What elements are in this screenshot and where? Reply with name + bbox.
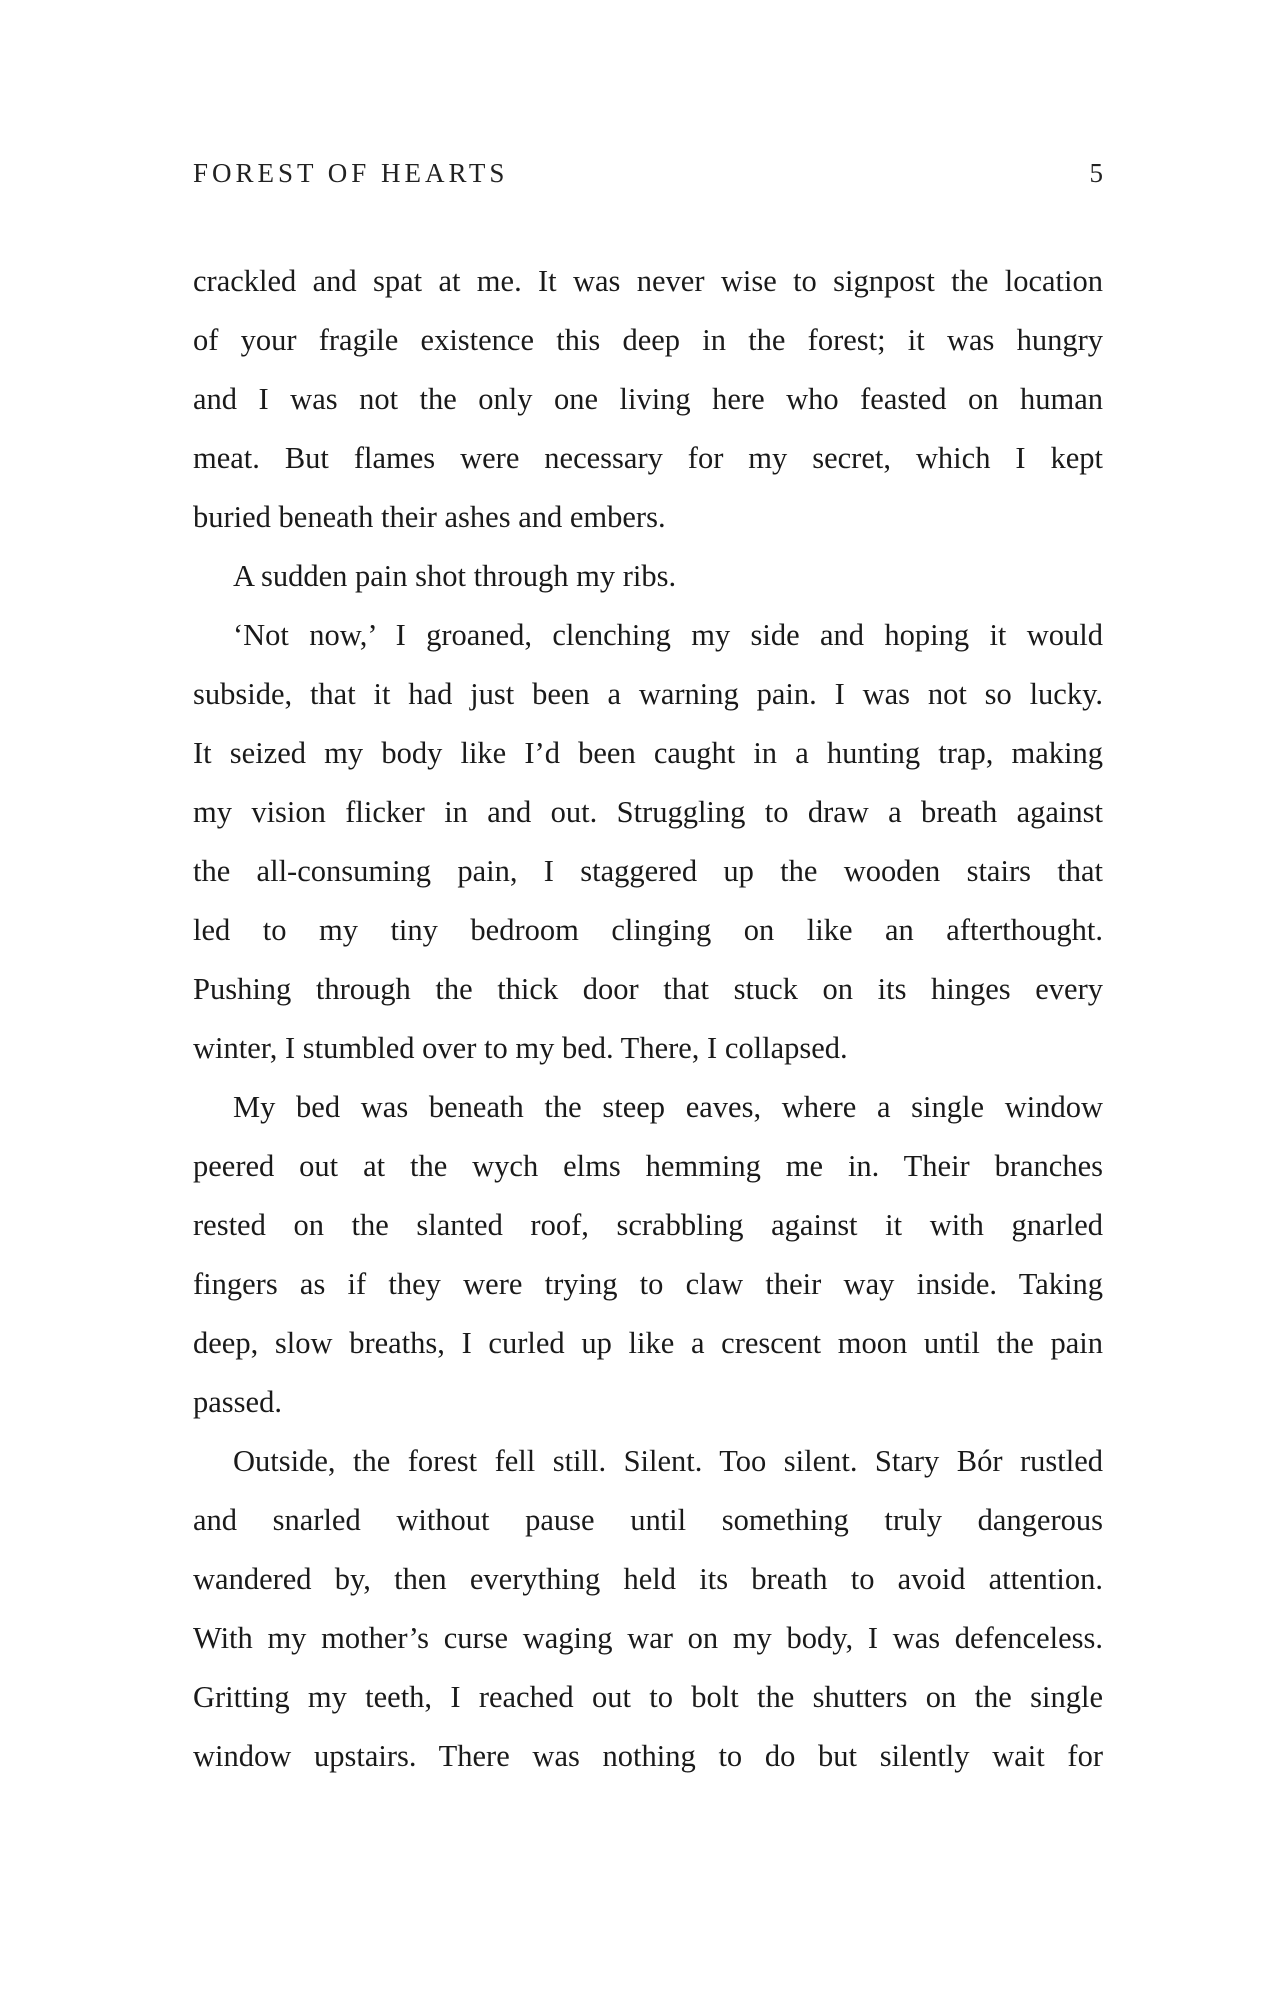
text-line: A sudden pain shot through my ribs.: [233, 559, 677, 593]
text-line: subside, that it had just been a warning pain. I was not so lucky.: [193, 677, 1103, 711]
text-line: and I was not the only one living here who feasted on human: [193, 382, 1103, 416]
text-line: led to my tiny bedroom clinging on like an afterthought.: [193, 913, 1103, 947]
book-title: FOREST OF HEARTS: [193, 158, 509, 188]
text-line: crackled and spat at me. It was never wise to signpost the location: [193, 264, 1103, 298]
text-line: Pushing through the thick door that stuck on its hinges every: [193, 972, 1103, 1006]
running-head: [193, 158, 1103, 198]
text-line: It seized my body like I’d been caught in a hunting trap, making: [193, 736, 1103, 770]
text-line: the all-consuming pain, I staggered up the wooden stairs that: [193, 854, 1103, 888]
text-line: Outside, the forest fell still. Silent. Too silent. Stary Bór rustled: [233, 1444, 1103, 1478]
text-line: fingers as if they were trying to claw their way inside. Taking: [193, 1267, 1103, 1301]
text-line: window upstairs. There was nothing to do but silently wait for: [193, 1739, 1103, 1773]
text-line: winter, I stumbled over to my bed. There, I collapsed.: [193, 1031, 848, 1065]
page-number: 5: [1089, 158, 1103, 188]
text-line: With my mother’s curse waging war on my body, I was defenceless.: [193, 1621, 1103, 1655]
text-line: passed.: [193, 1385, 282, 1419]
text-line: rested on the slanted roof, scrabbling against it with gnarled: [193, 1208, 1103, 1242]
text-line: Gritting my teeth, I reached out to bolt the shutters on the single: [193, 1680, 1103, 1714]
text-line: and snarled without pause until something truly dangerous: [193, 1503, 1103, 1537]
text-line: My bed was beneath the steep eaves, where a single window: [233, 1090, 1103, 1124]
text-line: meat. But flames were necessary for my secret, which I kept: [193, 441, 1103, 475]
text-line: of your fragile existence this deep in the forest; it was hungry: [193, 323, 1103, 357]
text-line: peered out at the wych elms hemming me in. Their branches: [193, 1149, 1103, 1183]
text-line: buried beneath their ashes and embers.: [193, 500, 666, 534]
text-line: my vision flicker in and out. Struggling to draw a breath against: [193, 795, 1103, 829]
text-line: wandered by, then everything held its breath to avoid attention.: [193, 1562, 1103, 1596]
text-line: deep, slow breaths, I curled up like a crescent moon until the pain: [193, 1326, 1103, 1360]
text-line: ‘Not now,’ I groaned, clenching my side and hoping it would: [233, 618, 1103, 652]
body-text: [193, 252, 1103, 1786]
